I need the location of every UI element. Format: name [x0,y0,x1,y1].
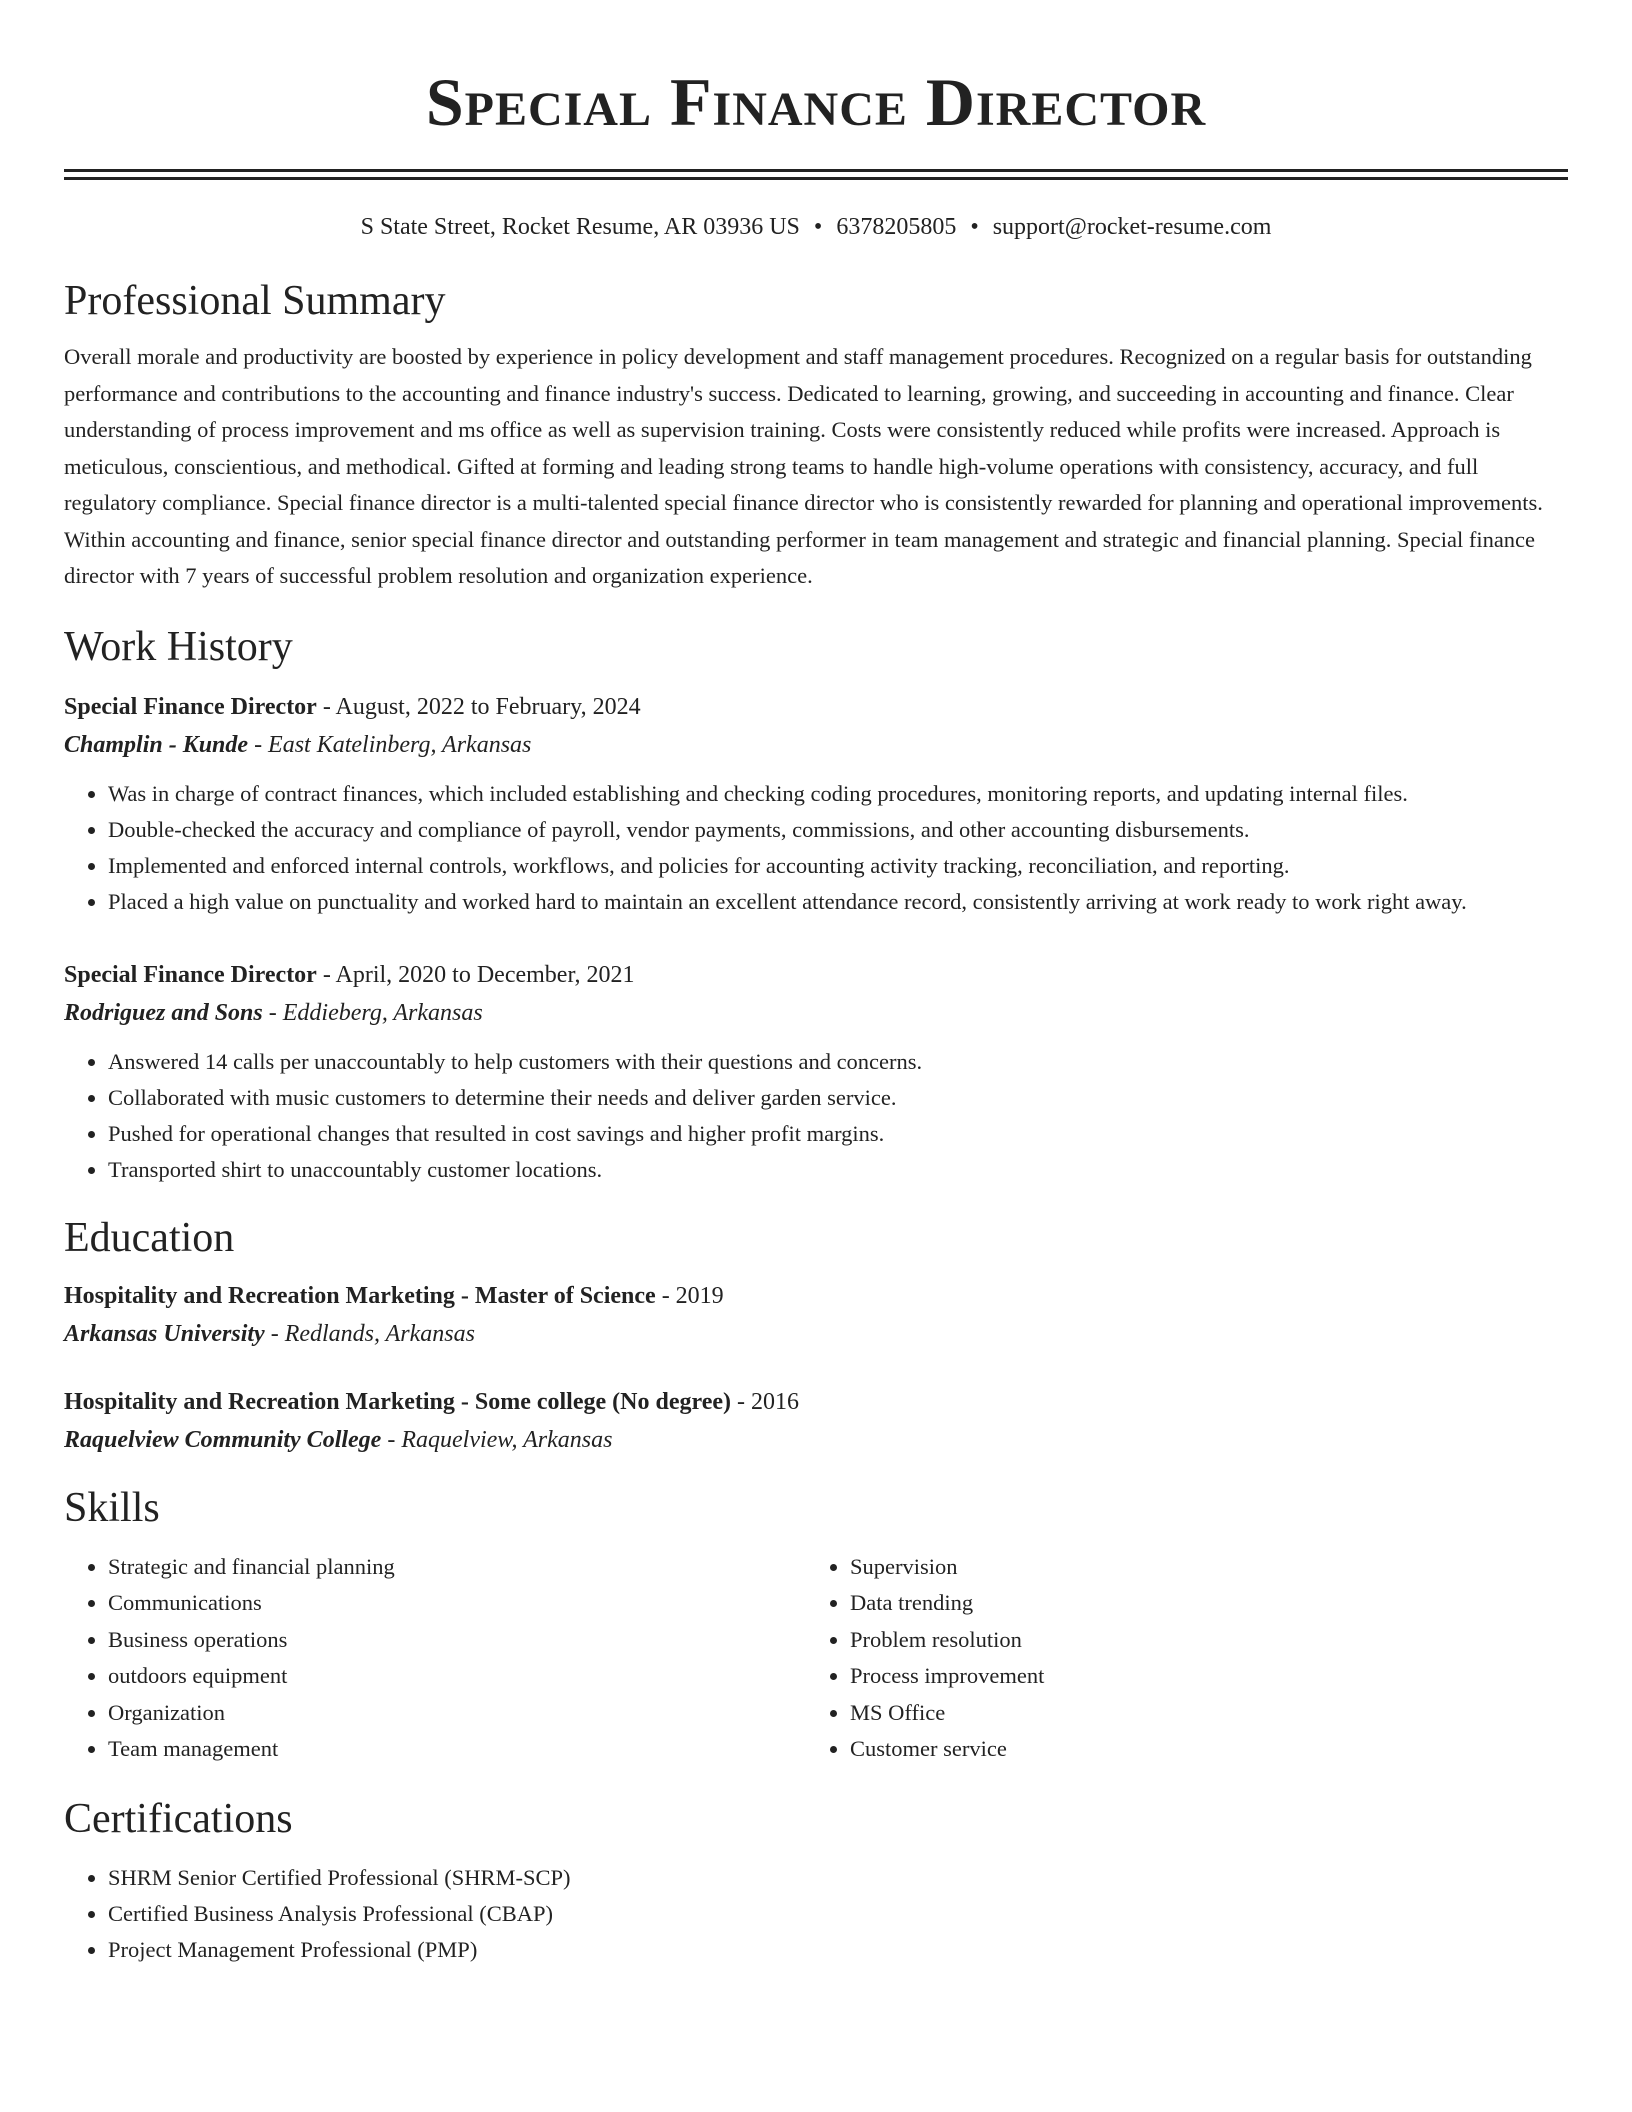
job-location: - Eddieberg, Arkansas [262,999,483,1026]
job-duties-list [64,1044,1568,1188]
summary-heading: Professional Summary [64,278,446,324]
job-company-line [64,994,1568,1032]
degree-line [64,1383,1568,1421]
skill-item: • Supervision [850,1549,1548,1586]
graduation-year: - 2019 [655,1282,724,1309]
list-item: • Placed a high value on punctuality and worked hard to maintain an excellent attendance record, consistently arriving at work ready to work right away. [108,884,1568,920]
contact-line [64,212,1568,242]
education-entry [64,1383,1568,1459]
job-title-line [64,956,1568,994]
skill-item: • outdoors equipment [108,1658,806,1695]
skills-list-left [64,1549,806,1768]
header-rule-top [64,169,1568,172]
list-item: • Pushed for operational changes that resulted in cost savings and higher profit margins. [108,1116,1568,1152]
contact-email: support@rocket-resume.com [992,214,1272,240]
job-dates: - April, 2020 to December, 2021 [316,961,635,988]
skill-item: • Business operations [108,1622,806,1659]
job-location: - East Katelinberg, Arkansas [248,731,532,758]
skills-list-right [806,1549,1548,1768]
skill-item: • MS Office [850,1695,1548,1732]
job-duties-list [64,776,1568,920]
job-role: Special Finance Director [64,693,317,720]
school-location: - Redlands, Arkansas [264,1320,475,1347]
skill-item: • Organization [108,1695,806,1732]
skill-item: • Customer service [850,1731,1548,1768]
graduation-year: - 2016 [730,1388,799,1415]
certifications-heading: Certifications [64,1795,293,1842]
degree: Hospitality and Recreation Marketing - Some college (No degree) [64,1388,731,1415]
list-item: • Implemented and enforced internal controls, workflows, and policies for accounting activity tracking, reconciliation, and reporting. [108,848,1568,884]
skill-item: • Process improvement [850,1658,1548,1695]
resume-page [64,0,1568,1968]
resume-name: Special Finance Director [425,64,1207,140]
job-company-line [64,726,1568,764]
education-entry [64,1277,1568,1353]
skills-grid [64,1549,1568,1768]
certification-item: • Project Management Professional (PMP) [108,1932,1568,1968]
list-item: • Collaborated with music customers to determine their needs and deliver garden service. [108,1080,1568,1116]
school-line [64,1421,1568,1459]
list-item: • Was in charge of contract finances, which included establishing and checking coding procedures, monitoring reports, and updating internal files. [108,776,1568,812]
school-line [64,1315,1568,1353]
job-dates: - August, 2022 to February, 2024 [316,693,641,720]
skill-item: • Problem resolution [850,1622,1548,1659]
work-history-heading: Work History [64,623,293,670]
certification-item: • Certified Business Analysis Professional (CBAP) [108,1896,1568,1932]
job-role: Special Finance Director [64,961,317,988]
school-name: Raquelview Community College [64,1426,382,1453]
skills-heading: Skills [64,1484,160,1531]
skill-item: • Team management [108,1731,806,1768]
job-title-line [64,688,1568,726]
job-company: Champlin - Kunde [64,731,249,758]
job-entry [64,688,1568,920]
degree-line [64,1277,1568,1315]
contact-separator: • [813,214,823,240]
summary-text: Overall morale and productivity are boosted by experience in policy development and staff management procedures. Recognized on a regular basis for outstanding performance and contributions to the accounting and finance industry's success. Dedicated to learning, growing, and succeeding in accounting and finance. Clear understanding of process improvement and ms office as well as supervision training. Costs were consistently reduced while profits were increased. Approach is meticulous, conscientious, and methodical. Gifted at forming and leading strong teams to handle high-volume operations with consistency, accuracy, and full regulatory compliance. Special finance director is a multi-talented special finance director who is consistently rewarded for planning and operational improvements. Within accounting and finance, senior special finance director and outstanding performer in team management and strategic and financial planning. Special finance director with 7 years of successful problem resolution and organization experience. [64,344,1543,588]
school-name: Arkansas University [64,1320,265,1347]
school-location: - Raquelview, Arkansas [381,1426,613,1453]
skill-item: • Communications [108,1585,806,1622]
education-heading: Education [64,1214,235,1261]
job-company: Rodriguez and Sons [64,999,263,1026]
job-entry [64,956,1568,1188]
header-rule-bottom [64,177,1568,180]
list-item: • Double-checked the accuracy and compliance of payroll, vendor payments, commissions, and other accounting disbursements. [108,812,1568,848]
list-item: • Transported shirt to unaccountably customer locations. [108,1152,1568,1188]
contact-address: S State Street, Rocket Resume, AR 03936 US [360,214,800,240]
degree: Hospitality and Recreation Marketing - Master of Science [64,1282,656,1309]
contact-separator: • [970,214,979,240]
certifications-list [64,1860,1568,1968]
contact-phone: 6378205805 [836,214,957,240]
list-item: • Answered 14 calls per unaccountably to help customers with their questions and concerns. [108,1044,1568,1080]
certification-item: • SHRM Senior Certified Professional (SHRM-SCP) [108,1860,1568,1896]
skill-item: • Strategic and financial planning [108,1549,806,1586]
skill-item: • Data trending [850,1585,1548,1622]
